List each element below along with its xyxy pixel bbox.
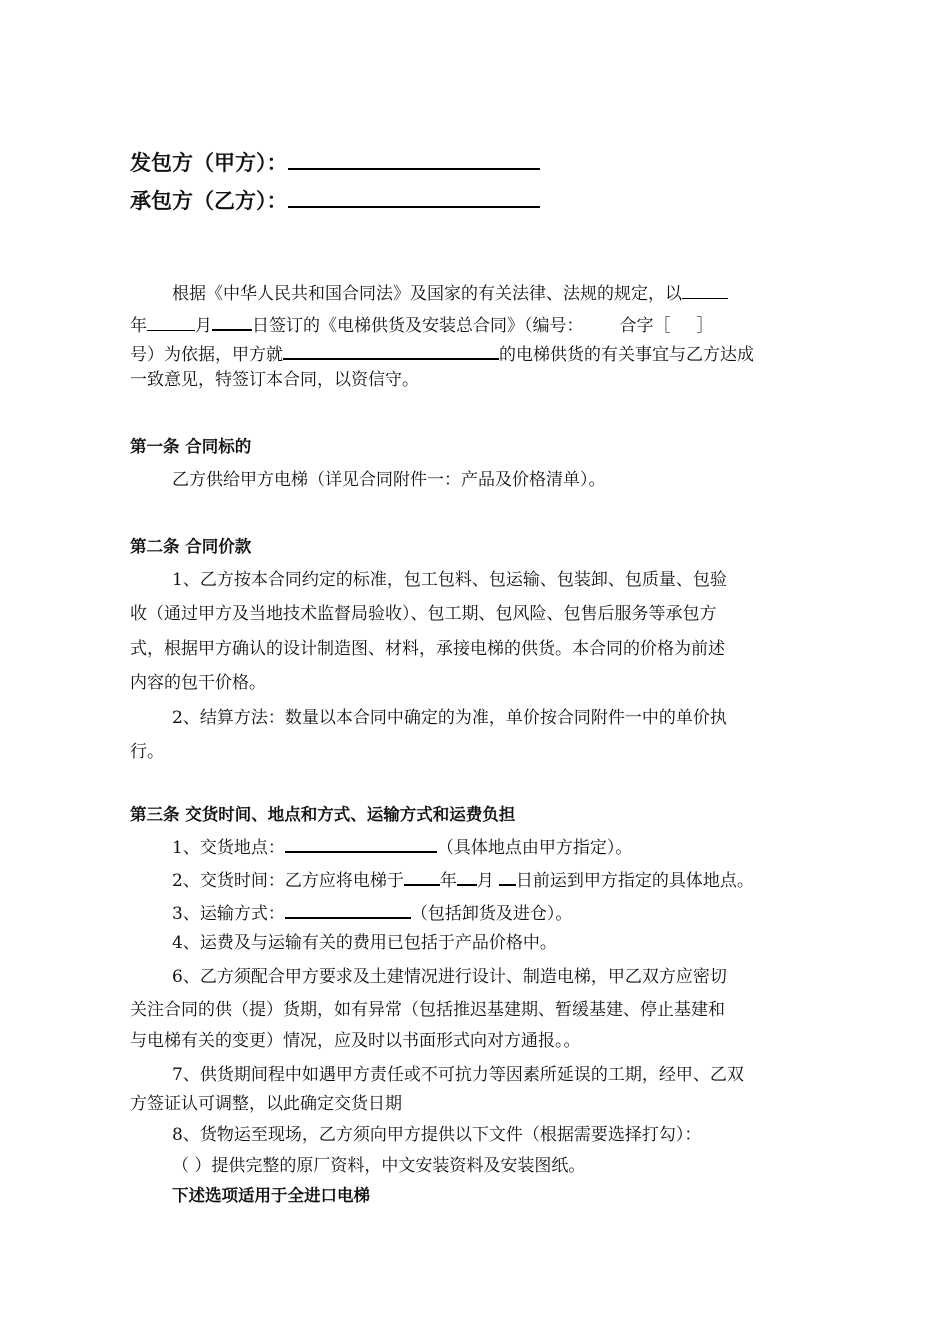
preamble-text: 的电梯供货的有关事宜与乙方达成 [499,345,754,365]
article-3-title: 第三条 交货时间、地点和方式、运输方式和运费负担 [130,805,516,824]
article-3-item-3 [172,899,572,926]
contract-no-prefix: 合字［ [619,316,671,336]
item-text: 1、交货地点： [172,838,285,858]
article-3-item-8: 8、货物运至现场，乙方须向甲方提供以下文件（根据需要选择打勾）： [172,1125,702,1145]
preamble-text: 日签订的《电梯供货及安装总合同》（编号： [252,316,584,336]
item-text: 月 [476,871,494,891]
transport-method-blank[interactable] [285,899,411,919]
preamble-text: ］ [696,316,714,336]
item-text: 3、运输方式： [172,904,285,924]
contractor-label: 承包方（乙方）： [130,189,288,213]
preamble-line-4 [130,368,419,392]
item-text: 2、交货时间：乙方应将电梯于 [172,871,404,891]
client-party-line [130,148,540,177]
article-2-para-1: 1、乙方按本合同约定的标准，包工包料、包运输、包装卸、包质量、包验 [172,570,727,590]
article-2-para-2: 行。 [130,742,164,762]
month-blank[interactable] [212,311,252,331]
project-blank[interactable] [283,340,499,360]
article-3-item-1 [172,833,632,860]
item-text: （具体地点由甲方指定）。 [436,838,633,858]
delivery-year-blank[interactable] [404,866,440,886]
client-label: 发包方（甲方）： [130,151,288,175]
article-3-item-6: 6、乙方须配合甲方要求及土建情况进行设计、制造电梯，甲乙双方应密切 [172,967,727,987]
year-blank-2[interactable] [147,312,195,331]
article-2-para-1: 内容的包干价格。 [130,673,266,693]
contractor-party-line [130,186,540,215]
article-2-title: 第二条 合同价款 [130,537,252,556]
preamble-text: 号）为依据，甲方就 [130,345,283,365]
delivery-day-blank[interactable] [499,866,516,886]
article-3-item-7: 方签证认可调整，以此确定交货日期 [130,1094,402,1114]
delivery-place-blank[interactable] [285,833,437,853]
item-text: 年 [439,871,457,891]
article-1-title: 第一条 合同标的 [130,437,252,456]
article-3-item-7: 7、供货期间程中如遇甲方责任或不可抗力等因素所延误的工期，经甲、乙双 [172,1065,744,1085]
article-2-para-1: 收（通过甲方及当地技术监督局验收）、包工期、包风险、包售后服务等承包方 [130,604,717,624]
article-3-item-2 [172,866,754,893]
imported-elevator-subheading: 下述选项适用于全进口电梯 [172,1186,370,1205]
item-text: 日前运到甲方指定的具体地点。 [515,871,754,891]
preamble-text: 根据《中华人民共和国合同法》及国家的有关法律、法规的规定，以 [172,284,682,304]
article-3-item-4: 4、运费及与运输有关的费用已包括于产品价格中。 [172,933,557,953]
contractor-name-blank[interactable] [288,186,540,208]
preamble-line-1 [172,280,728,306]
article-2-para-2: 2、结算方法：数量以本合同中确定的为准，单价按合同附件一中的单价执 [172,708,727,728]
delivery-month-blank[interactable] [457,866,477,886]
year-blank[interactable] [682,280,728,299]
document-option-1[interactable]: （ ）提供完整的原厂资料，中文安装资料及安装图纸。 [172,1156,586,1176]
article-2-para-1: 式，根据甲方确认的设计制造图、材料，承接电梯的供货。本合同的价格为前述 [130,639,725,659]
preamble-text: 一致意见，特签订本合同，以资信守。 [130,370,419,390]
article-3-item-6: 与电梯有关的变更）情况，应及时以书面形式向对方通报。。 [130,1031,581,1051]
article-1-para: 乙方供给甲方电梯（详见合同附件一：产品及价格清单）。 [172,470,606,490]
preamble-line-2 [130,311,714,338]
preamble-text: 年 [130,316,147,336]
preamble-text: 月 [195,316,212,336]
item-text: （包括卸货及进仓）。 [410,904,573,924]
preamble-line-3 [130,340,754,367]
article-3-item-6: 关注合同的供（提）货期，如有异常（包括推迟基建期、暂缓基建、停止基建和 [130,1000,725,1020]
client-name-blank[interactable] [288,148,540,170]
